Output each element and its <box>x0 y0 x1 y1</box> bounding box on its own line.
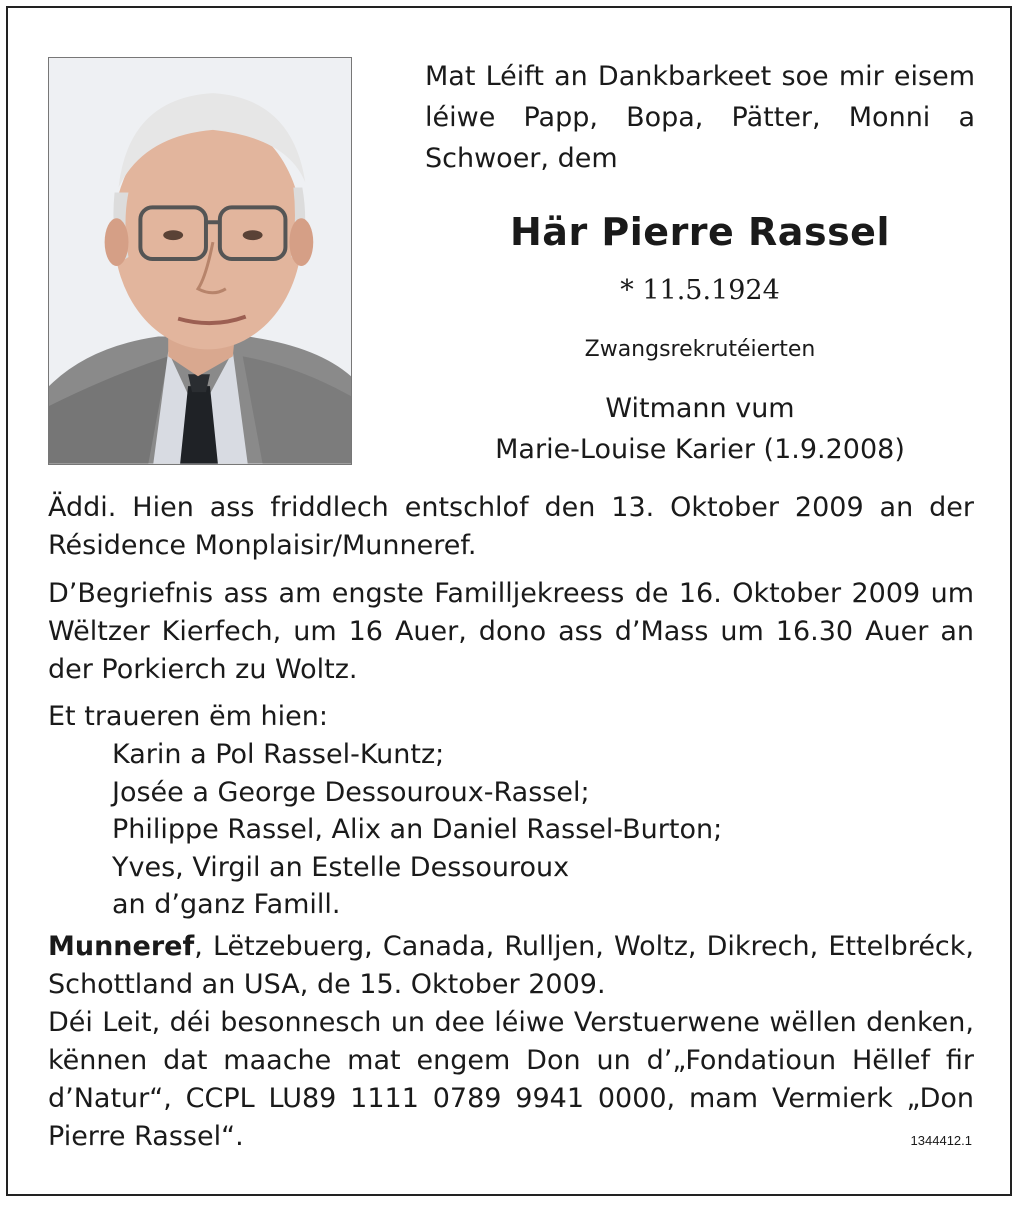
widow-line-2: Marie-Louise Karier (1.9.2008) <box>495 434 905 465</box>
place-date <box>48 928 974 1004</box>
mourners-list <box>112 736 722 924</box>
mourner-line: Philippe Rassel, Alix an Daniel Rassel-Burton; <box>112 814 723 845</box>
mourners-intro: Et traueren ëm hien: <box>48 701 328 732</box>
funeral-info: D’Begriefnis ass am engste Familljekreess de 16. Oktober 2009 um Wëltzer Kierfech, um 16 Auer, dono ass d’Mass um 16.30 Auer an der Porkierch zu Woltz. <box>48 578 974 685</box>
role-text: Zwangsrekrutéierten <box>584 337 816 362</box>
mourner-line: Karin a Pol Rassel-Kuntz; <box>112 739 445 770</box>
intro-text: Mat Léift an Dankbarkeet soe mir eisem léiwe Papp, Bopa, Pätter, Monni a Schwoer, dem <box>425 61 975 174</box>
mourner-line: an d’ganz Famill. <box>112 889 341 920</box>
donation-info: Déi Leit, déi besonnesch un dee léiwe Verstuerwene wëllen denken, kënnen dat maache mat engem Don un d’„Fondatioun Hëllef fir d’Natur“, CCPL LU89 1111 0789 9941 0000, mam Vermierk „Don Pierre Rassel“. <box>48 1007 974 1152</box>
reference-number: 1344412.1 <box>910 1133 972 1148</box>
birth-date: * 11.5.1924 <box>620 275 780 306</box>
deceased-name: Här Pierre Rassel <box>510 210 890 254</box>
widow-text <box>425 388 975 470</box>
mourner-line: Yves, Virgil an Estelle Dessouroux <box>112 851 570 883</box>
place-rest: , Lëtzebuerg, Canada, Rulljen, Woltz, Dikrech, Ettelbréck, Schottland an USA, de 15. Oktober 2009. <box>48 931 974 1000</box>
widow-line-1: Witmann vum <box>605 393 795 424</box>
portrait-photo <box>48 57 352 465</box>
mourner-line: Josée a George Dessouroux-Rassel; <box>112 776 590 808</box>
death-notice: Äddi. Hien ass friddlech entschlof den 13. Oktober 2009 an der Résidence Monplaisir/Munneref. <box>48 492 974 561</box>
place-bold: Munneref <box>48 931 195 962</box>
